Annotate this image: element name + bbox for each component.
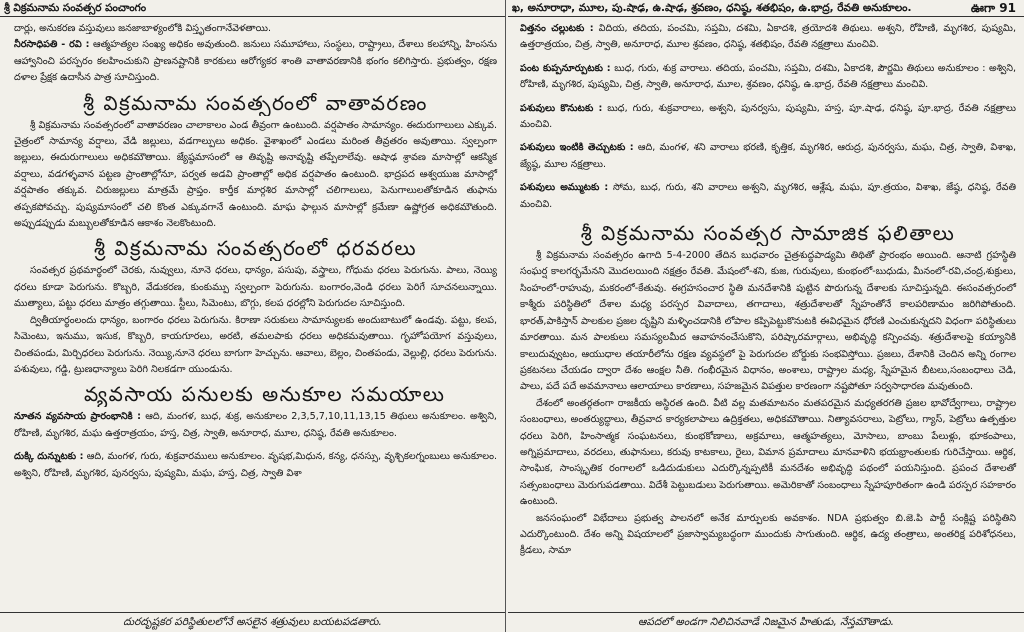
ruler-text: ఆత్మహత్యల సంఖ్య అధికం అవుతుంది. జనులు సమూహాలు, సంస్థలు, రాష్ట్రాలు, దేశాలు కలహాన్ని, హింసను ఆహ్వానించి పరస్పరం కలహించుకుని ప్రాణనష్టానికి కారకులు ఆరోగ్యకర శాంతి వాతావరణానికి భంగం కలిగిస్తారు. ప్రభుత్వం, రక్షణ దళాల ప్రేక్షక ఉదాసీన పాత్ర సూచిస్తుంది.: [14, 39, 497, 84]
weather-section-title: శ్రీ విక్రమనామ సంవత్సరంలో వాతావరణం: [83, 90, 428, 115]
top-continuation: ఖ, అనూరాధా, మూల, పు.షాఢ, ఉ.షాఢ, శ్రవణం, ధనిష్ఠ, శతభిషం, ఉ.భాద్ర, రేవతి అనుకూలం.: [512, 2, 912, 14]
sowing-label: విత్తనం చల్లుటకు :: [520, 23, 594, 34]
cattle-sell-text: సోమ, బుధ, గురు, శని వారాలు అశ్వని, మృగశిర, ఆశ్లేష, మఘ, పూ.త్రయం, విశాఖ, జేష్ఠ, ధనిష్ఠ, రేవతి మంచివి.: [520, 182, 1016, 210]
page-number: ఊగా 91: [970, 1, 1016, 15]
cattle-buy-text: బుధ, గురు, శుక్రవారాలు, అశ్వని, పునర్వసు, పుష్యమి, హస్త, పూ.షాఢ, ధనిష్ఠ, పూ.భాద్ర, రేవతి నక్షత్రాలు మంచివి.: [520, 102, 1016, 131]
ruler-label: నీరసాధిపతి - రవి :: [14, 39, 90, 51]
ruler-paragraph: [14, 37, 497, 86]
social-paragraph-2: దేశంలో అంతర్గతంగా రాజకీయ అస్థిరత ఉంది. వీటి వల్ల మతమాటనం మతపరమైన మధ్యతరగతి ప్రజల భావోద్వేగాలు, రాష్ట్రాల సంబంధాలు, అంతర్యుద్ధాలు, తీవ్రవాద కార్యకలాపాలు ఉద్రిక్తతలు, అధికమౌతాయి. నిత్యావసరాలు, పెట్రోలు, గ్యాస్, పెట్రోలు ఉత్పత్తుల ధరలు పెరిగి, హింసాత్మక సంఘటనలు, కుంభకోణాలు, అక్రమాలు, ఆత్మహత్యలు, మోసాలు, బాంబు పేలుళ్లు, భూకంపాలు, అగ్నిప్రమాదాలు, వరదలు, తుఫానులు, కరువు కాటకాలు, రైలు, విమాన ప్రమాదాలు మానవాళిని భయభ్రాంతులకు గురిచేస్తాయి. ఆర్థిక, సాంఘిక, సాంస్కృతిక రంగాలలో ఒడిదుడుకులు ఎదుర్కొన్నప్పటికీ మనదేశం అభివృద్ధి పథంలో పయనిస్తుంది. ప్రపంచ దేశాలతో సత్సంబంధాలు మెరుగుపడతాయి. విదేశీ పెట్టుబడులు పెరుగుతాయి. అమెరికాతో సంబంధాలు స్నేహపూరితంగా ఉండి పరస్పర సహకారం ఉంటుంది.: [520, 397, 1016, 508]
agri-ploughing-text: ఆది, మంగళ, గురు, శుక్రవారములు అనుకూలం. వృషభ,మిధున, కన్య, ధనస్సు, వృశ్చికలగ్నంబులు అనుకూలం. అశ్విని, రోహిణి, మృగశిర, పునర్వసు, పుష్యమి, మఘ, హస్త, చిత్ర, స్వాతి విశా: [14, 451, 498, 479]
right-page-header: [508, 0, 1024, 17]
prices-paragraph-2: ద్వితీయార్థంలందు ధాన్యం, బంగారం ధరలు పెరుగును. కిరాణా సరుకులు సామాన్యులకు అందుబాటులో ఉండవు. పట్టు, కలప, సిమెంటు, ఇనుము, ఇసుక, కొబ్బరి, కాయగూరలు, అరటి, తమలపాకు ధరలు అధికమవుతాయి. గృహోపయోగ వస్తువులు, చింతపండు, మిర్చిధరలు పెరుగును. నెయ్యి,నూనె ధరలు బాగుగా హెచ్చును. ఆవాలు, బెల్లం, చింతపండు, వెల్లుల్లి, ధరలు పెరుగును. పశువులు, గడ్డి, ట్రుణధాన్యాలు పెరిగి నిలకడగా యుండును.: [14, 314, 497, 375]
weather-paragraph: శ్రీ విక్రమనామ సంవత్సరంలో వాతావరణం చాలాకాలం ఎండ తీవ్రంగా ఉంటుంది. వర్షపాతం సామాన్యం. ఈదురుగాలులు ఎక్కువ. చైత్రంలో సామాన్య వర్షాలు, వేడి జల్లులు, వడగాల్పులు అధికం. వైశాఖంలో ఎండలు మరింత తీవ్రతరం అవుతాయి. స్వల్పంగా జల్లులు, ఈదురుగాలులు అధికమౌతాయి. జ్యేష్ఠమాసంలో ఆ తివృష్టి అనావృష్టి తప్పేలాలేవు. ఆషాఢ శ్రావణ మాసాల్లో ఆకస్మిక వర్షాలు, వడగళ్ళవాన పట్టణ ప్రాంతాల్లోనూ, పర్వత అడవి ప్రాంతాల్లో అధిక వర్షపాతం ఉంటుంది. భాద్రపద ఆశ్వయుజ మాసాల్లో వర్షపాతం తక్కువ. చిరుజల్లులు మాత్రమే ప్రాప్తం. కార్తీక మార్గశిర మాసాల్లో చలిగాలులు, పెనుగాలులతోకూడిన తుఫాను తప్పకపోవచ్చు. పుష్యమాసంలో చలి కొంత ఎక్కువగానే ఉంటుంది. మాఘ ఫాల్గున మాసాల్లో క్రమేణా ఉష్ణోగ్రత అధికమౌతుంది. అప్పుడప్పుడు మబ్బులతోకూడిన ఆకాశం నెలకొంటుంది.: [14, 119, 497, 230]
left-footer-quote: దురదృష్టకర పరిస్థితులలోనే అసలైన శత్రువులు బయటపడతారు.: [0, 612, 505, 632]
right-footer-quote: ఆపదలో అండగా నిలిచినవాడే నిజమైన హితుడు, నేస్తమౌతాడు.: [508, 612, 1024, 632]
agri-new-farming-text: ఆది, మంగళ, బుధ, శుక్ర, అనుకూలం 2,3,5,7,10,11,13,15 తిథులు అనుకూలం. అశ్విని, రోహిణి, మృగశిర, మఘ ఉత్తరాత్రయం, హస్త, చిత్ర, స్వాతి, అనూరాధ, మూల, ధనిష్ఠ, రేవతి అనుకూలం.: [14, 411, 497, 439]
agri-ploughing-label: దుక్కి దున్నుటకు :: [14, 451, 84, 463]
agri-ploughing: [14, 449, 497, 482]
social-paragraph-1: శ్రీ విక్రమనామ సంవత్సరం ఉగాది 5-4-2000 తేదిన బుధవారం చైత్రశుద్ధపాడ్యమి తిథితో ప్రారంభం అయింది. ఆనాటి గ్రహస్థితి సంఘర్ష కాలగర్భమేనని మొదలయింది నక్షత్రం రేవతి. మేషంలో-శని, కుజ, గురువులు, కుంభంలో-బుధుడు, మీనంలో-రవి,చంద్ర,శుక్రులు, సింహంలో-రాహువు, మకరంలో-కేతువు. ఈగ్రహసంచార స్థితి మనదేశానికి పుట్టిన పొరుగున్న దేశాలకు సూచిస్తున్నది. ఈసంవత్సరంలో కాశ్మీరు పరిస్థితిలో దేశాల మధ్య పరస్పర వివాదాలు, తగాదాలు, శత్రుదేశాలతో స్నేహంతోనే కాలపరిణామం జరిగిపోతుంది. భారత్,పాకిస్తాన్ పాలకుల ప్రజల దృష్టిని మళ్ళించడానికి లోపాల కప్పిపెట్టుకొనుటకి ఈవిధమైన ధోరణి ఎంచుకున్నదని విధంగా పరిస్థితులు మారతాయి. మన పాలకులు సమస్యలమీద ఆవాహనంచేసుకొని, పరిష్కారమార్గాలు, అభివృద్ధి కన్పించవు. శత్రుదేశాలపై కయ్యానికి కాలుదువ్వుటం, ఆయుధాల తయారీలోను రక్షణ వ్యవస్థలో పై పెరుగుదల బోర్డుకు సంభవిస్తోయి. ప్రజలు, దేశానికి చెందిన అన్ని రంగాల ప్రకటనలు చేయడం ద్వారా దేశం ఆంక్షల నీతి. గంభీరమైన విధానం, అంశాలు, రాష్ట్రాల మధ్య, స్నేహమైన బీటలు,సంబంధాలు చెడి, పాలు, పదే పదే అవమానాలు ఆలాయాలు కారణాలు, సహజమైన విపత్తుల కారణంగా నష్టపోతూ సర్వసాధారణ మవుతుంది.: [520, 250, 1016, 393]
right-page: [508, 0, 1024, 632]
harvest-item: [520, 61, 1016, 94]
cattle-home-label: పశువులు ఇంటికి తెచ్చుటకు :: [520, 142, 634, 154]
sowing-text: విదియ, తదియ, పంచమి, సప్తమి, దశమి, ఏకాదశి, త్రయోదశి తిథులు. అశ్వని, రోహిణి, మృగశిర, పుష్యమి, ఉత్తరాత్రయం, చిత్ర, స్వాతి, అనూరాధ, మూల శ్రవణం, ధనిష్ఠ, శతభిషం, రేవతి నక్షత్రాలు మంచివి.: [520, 23, 1016, 51]
prices-section-title: శ్రీ విక్రమనామ సంవత్సరంలో ధరవరలు: [93, 236, 418, 261]
harvest-label: పంట కుప్పనూర్పుటకు :: [520, 62, 611, 74]
intro-line: దార్లు, అనుకరణ వస్తువులు జనజాబాళ్యంలోకి విస్తృతంగానేవెళతాయి.: [14, 23, 272, 34]
agriculture-section-title: వ్యవసాయ పనులకు అనుకూల సమయాలు: [84, 382, 446, 407]
social-paragraph-3: జనసంఘంలో విభేదాలు ప్రభుత్వ పాలనలో అనేక మార్పులకు అవకాశం. NDA ప్రభుత్వం బి.జె.పి పార్టీ సంక్లిష్ట పరిస్థితిని ఎదుర్కొంటుంది. దేశం అన్ని విషయాలలో ప్రజాస్వామ్యబద్ధంగా ముందుకు సాగుతుంది. ఆర్థిక, ఉద్య తంత్రాలు, అంతరిక్ష పరిశోధనలు, క్రీడలు, సామా: [520, 512, 1016, 557]
agri-new-farming-label: నూతన వ్యవసాయ ప్రారంభానికి :: [14, 411, 141, 423]
harvest-text: బుధ, గురు, శుక్ర వారాలు. తదియ, పంచమి, సప్తమి, దశమి, ఏకాదశి, పౌర్ణమి తిథులు అనుకూలం : అశ్విని, రోహిణి, మృగశిర, పుష్యమి, చిత్ర, స్వాతి, అనూరాధ, మూల, శ్రవణం, ధనిష్ఠ, ఉ.భాద్ర, రేవతి నక్షత్రాలు మంచివి.: [520, 62, 1016, 91]
cattle-buy-label: పశువులు కొనుటకు :: [520, 102, 603, 114]
cattle-home-item: [520, 140, 1016, 173]
cattle-sell-item: [520, 180, 1016, 213]
sowing-item: [520, 21, 1016, 54]
agri-new-farming: [14, 409, 497, 442]
cattle-home-text: ఆది, మంగళ, శని వారాలు భరణి, కృత్తిక, మృగశిర, ఆరుద్ర, పునర్వసు, మఘ, చిత్ర, స్వాతి, విశాఖ, జ్యేష్ఠ, మూల నక్షత్రాలు.: [520, 142, 1016, 170]
prices-paragraph-1: సంవత్సర ప్రథమార్థంలో చెరకు, నువ్వులు, నూనె ధరలు, ధాన్యం, పసుపు, వస్త్రాలు, గోధుమ ధరలు పెరుగును. పాలు, నెయ్యి ధరలు కూడా పెరుగును. కొబ్బరి, వేడుకరణ, కుంకుమ్పు స్వల్పంగా పెరుగును. బంగారం,వెండి ధరలు పెరిగే సూచనలున్నాయి. ముత్యాలు, పట్టు ధరలు మాత్రం తగ్గుతాయి. స్టీలు, సిమెంటు, బొగ్గు, కలప ధరల్లోని పెరుగుదల సూచిస్తుంది.: [14, 265, 497, 310]
social-section-title: శ్రీ విక్రమనామ సంవత్సర సామాజిక ఫలితాలు: [580, 221, 956, 246]
cattle-sell-label: పశువులు అమ్ముటకు :: [520, 182, 609, 194]
cattle-buy-item: [520, 101, 1016, 134]
left-page: [0, 0, 506, 632]
left-page-header: శ్రీ విక్రమనామ సంవత్సర పంచాంగం: [0, 0, 505, 17]
right-page-body: [508, 17, 1024, 560]
left-page-body: [0, 17, 505, 482]
